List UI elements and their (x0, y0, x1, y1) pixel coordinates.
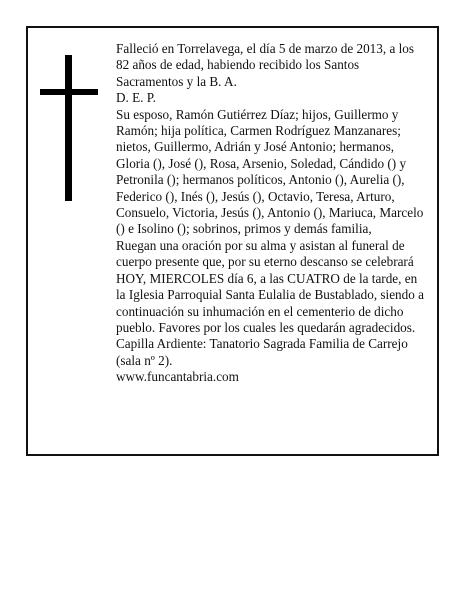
death-notice-paragraph: Falleció en Torrelavega, el día 5 de marzo de 2013, a los 82 años de edad, habiendo recibido los Santos Sacramentos y la B. A. (116, 41, 415, 89)
obituary-notice (26, 26, 439, 456)
funeral-request-paragraph: Ruegan una oración por su alma y asistan al funeral de cuerpo presente que, por su eterno descanso se celebrará HOY, MIERCOLES día 6, a las CUATRO de la tarde, en la Iglesia Parroquial Santa Eulalia de Bustablado, siendo a continuación su inhumación en el cementerio de dicho pueblo. Favores por los cuales les quedarán agradecidos. Capilla Ardiente: Tanatorio Sagrada Familia de Carrejo (sala nº 2). (116, 237, 424, 368)
obituary-text (116, 41, 424, 386)
cross-horizontal-bar (40, 89, 98, 95)
website-link[interactable]: www.funcantabria.com (116, 369, 239, 385)
cross-icon (40, 55, 98, 201)
dep-text: D. E. P. (116, 90, 156, 106)
cross-vertical-bar (65, 55, 72, 201)
family-paragraph: Su esposo, Ramón Gutiérrez Díaz; hijos, Guillermo y Ramón; hija política, Carmen Rodríguez Manzanares; nietos, Guillermo, Adrián y José Antonio; hermanos, Gloria (), José (), Rosa, Arsenio, Soledad, Cándido () y Petronila (); hermanos políticos, Antonio (), Aurelia (), Federico (), Inés (), Jesús (), Octavio, Teresa, Arturo, Consuelo, Victoria, Jesús (), Antonio (), Mariuca, Marcelo () e Isolino (); sobrinos, primos y demás familia, (116, 106, 424, 237)
website-line (116, 369, 424, 385)
